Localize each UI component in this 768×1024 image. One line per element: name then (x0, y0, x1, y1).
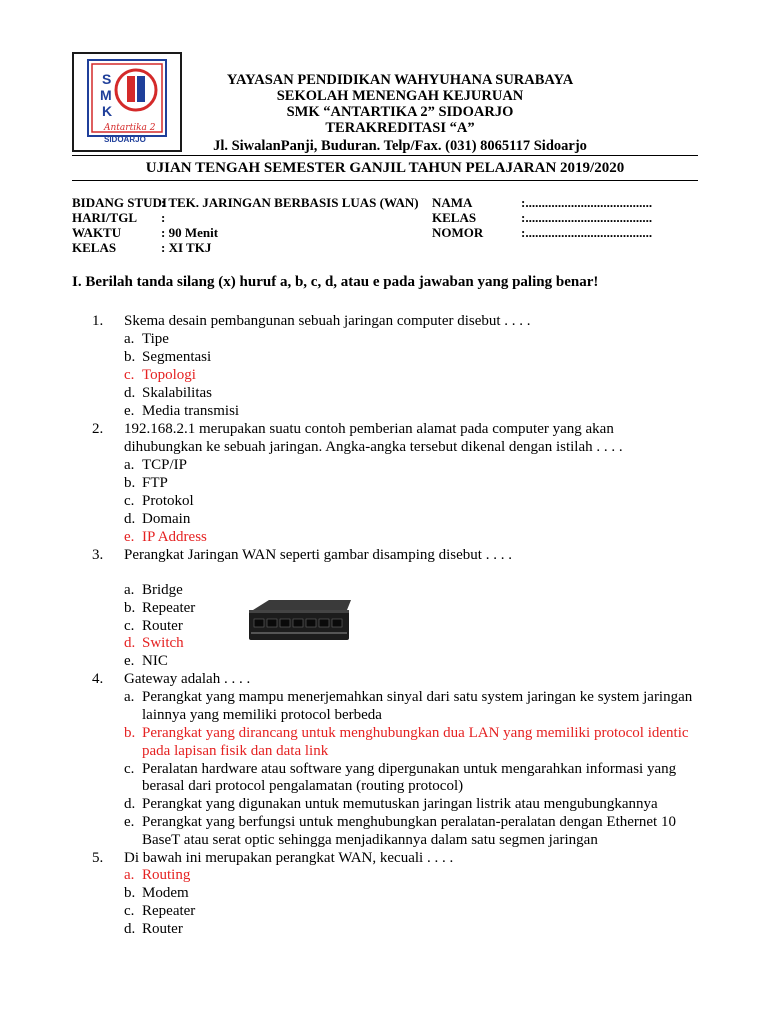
q5-option-a[interactable]: a. Routing (124, 867, 191, 883)
q4-option-b-cont: pada lapisan fisik dan data link (142, 743, 329, 759)
info-label-number: NOMOR (432, 225, 484, 240)
q5-option-c[interactable]: c. Repeater (124, 903, 196, 919)
q4-option-c-cont: berasal dari protocol pengalamatan (routing protocol) (142, 778, 464, 794)
question-2-text-line2: dihubungkan ke sebuah jaringan. Angka-angka tersebut dikenal dengan istilah . . . . (124, 439, 623, 455)
school-logo (72, 52, 182, 152)
q2-option-d[interactable]: d. Domain (124, 511, 191, 527)
title-divider (72, 180, 698, 181)
q1-option-d[interactable]: d. Skalabilitas (124, 385, 212, 401)
q3-option-b[interactable]: b. Repeater (124, 600, 196, 616)
q4-option-a-cont: lainnya yang memiliki protocol berbeda (142, 707, 382, 723)
question-2-text-line1: 192.168.2.1 merupakan suatu contoh pemberian alamat pada computer yang akan (124, 421, 614, 437)
info-label-class: KELAS (72, 240, 117, 255)
question-5-number: 5. (92, 850, 104, 866)
question-2-number: 2. (92, 421, 104, 437)
question-1-number: 1. (92, 313, 104, 329)
student-class-field[interactable]: :....................................... (521, 210, 653, 225)
info-label-subject: BIDANG STUDI (72, 195, 167, 210)
school-name: SMK “ANTARTIKA 2” SIDOARJO (286, 104, 514, 120)
info-value-subject: : TEK. JARINGAN BERBASIS LUAS (WAN) (161, 195, 419, 210)
q3-option-d[interactable]: d. Switch (124, 635, 184, 651)
q5-option-d[interactable]: d. Router (124, 921, 183, 937)
q1-option-b[interactable]: b. Segmentasi (124, 349, 212, 365)
school-type: SEKOLAH MENENGAH KEJURUAN (276, 88, 524, 104)
header-divider (72, 155, 698, 156)
q2-option-a[interactable]: a. TCP/IP (124, 457, 188, 473)
q3-option-a[interactable]: a. Bridge (124, 582, 183, 598)
q4-option-c[interactable]: c. Peralatan hardware atau software yang dipergunakan untuk mengarahkan informasi yang (124, 761, 677, 777)
info-value-class: : XI TKJ (161, 240, 212, 255)
foundation-name: YAYASAN PENDIDIKAN WAHYUHANA SURABAYA (226, 72, 574, 88)
info-value-time: : 90 Menit (161, 225, 219, 240)
accreditation: TERAKREDITASI “A” (325, 120, 475, 136)
network-switch-image (247, 598, 353, 644)
logo-city: SIDOARJO (104, 135, 146, 144)
exam-title: UJIAN TENGAH SEMESTER GANJIL TAHUN PELAJARAN 2019/2020 (145, 160, 625, 176)
section-instruction: I. Berilah tanda silang (x) huruf a, b, c, d, atau e pada jawaban yang paling benar! (72, 274, 599, 290)
info-label-student-class: KELAS (432, 210, 477, 225)
question-4-number: 4. (92, 671, 104, 687)
q2-option-c[interactable]: c. Protokol (124, 493, 194, 509)
info-value-date: : (161, 210, 166, 225)
info-label-date: HARI/TGL (72, 210, 138, 225)
q5-option-b[interactable]: b. Modem (124, 885, 189, 901)
q2-option-e[interactable]: e. IP Address (124, 529, 207, 545)
school-address: Jl. SiwalanPanji, Buduran. Telp/Fax. (031) 8065117 Sidoarjo (213, 138, 587, 154)
question-1-text: Skema desain pembangunan sebuah jaringan computer disebut . . . . (124, 313, 531, 329)
student-number-field[interactable]: :....................................... (521, 225, 653, 240)
info-label-name: NAMA (432, 195, 473, 210)
q4-option-d[interactable]: d. Perangkat yang digunakan untuk memutuskan jaringan listrik atau mengubungkannya (124, 796, 658, 812)
q4-option-b[interactable]: b. Perangkat yang dirancang untuk menghubungkan dua LAN yang memiliki protocol identic (124, 725, 689, 741)
logo-letter-s: S (102, 71, 112, 87)
q2-option-b[interactable]: b. FTP (124, 475, 168, 491)
logo-script: Antartika 2 (104, 123, 156, 133)
info-label-time: WAKTU (72, 225, 122, 240)
logo-letter-k: K (102, 103, 113, 119)
question-3-text: Perangkat Jaringan WAN seperti gambar disamping disebut . . . . (124, 547, 512, 563)
q1-option-a[interactable]: a. Tipe (124, 331, 169, 347)
q3-option-e[interactable]: e. NIC (124, 653, 168, 669)
question-3-number: 3. (92, 547, 104, 563)
name-field[interactable]: :....................................... (521, 195, 653, 210)
question-5-text: Di bawah ini merupakan perangkat WAN, kecuali . . . . (124, 850, 454, 866)
logo-letter-m: M (100, 87, 112, 103)
q3-option-c[interactable]: c. Router (124, 618, 183, 634)
question-4-text: Gateway adalah . . . . (124, 671, 251, 687)
q4-option-e[interactable]: e. Perangkat yang berfungsi untuk menghubungkan peralatan-peralatan dengan Ethernet 10 (124, 814, 676, 830)
q4-option-e-cont: BaseT atau serat optic sehingga menjadikannya dalam satu segmen jaringan (142, 832, 598, 848)
q1-option-c[interactable]: c. Topologi (124, 367, 196, 383)
q1-option-e[interactable]: e. Media transmisi (124, 403, 240, 419)
q4-option-a[interactable]: a. Perangkat yang mampu menerjemahkan sinyal dari satu system jaringan ke system jaringan (124, 689, 693, 705)
